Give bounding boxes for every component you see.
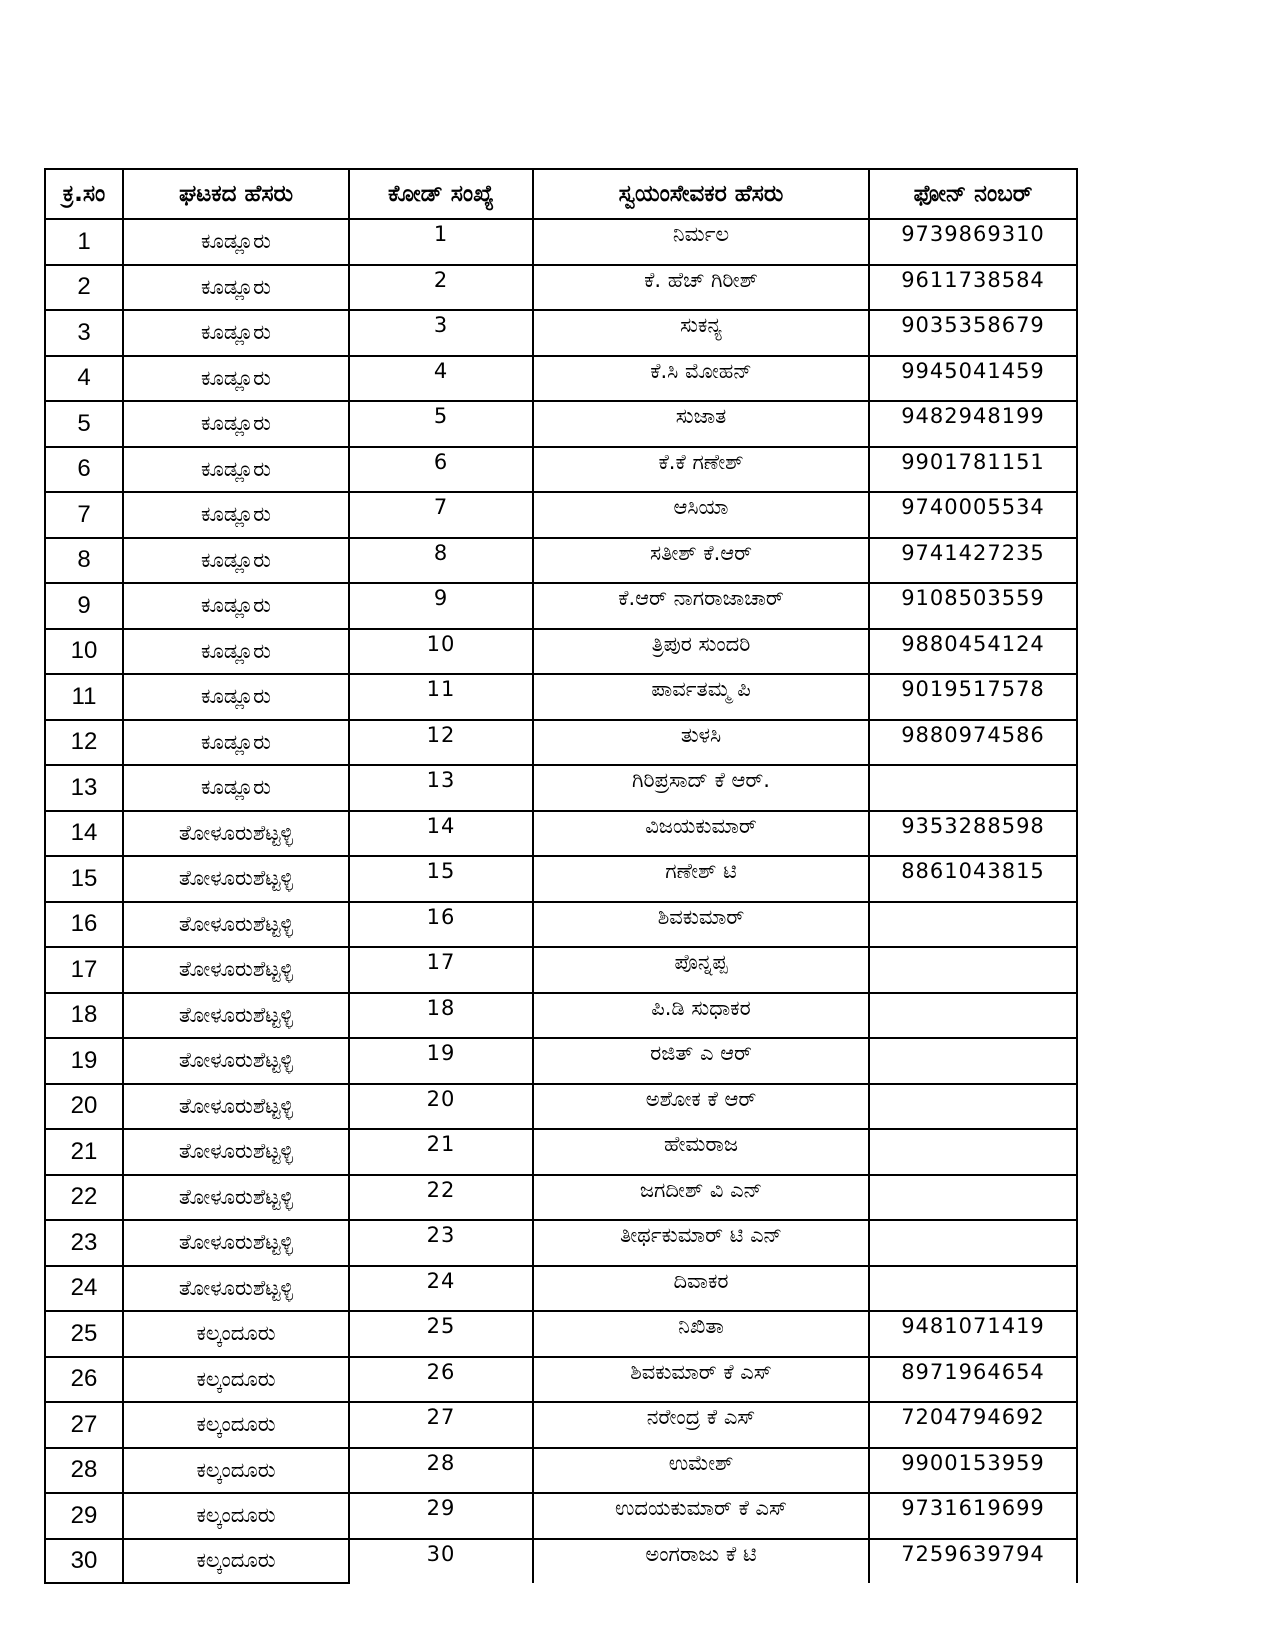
phone-number-cell: 8971964654 — [869, 1357, 1077, 1403]
phone-number-cell: 9901781151 — [869, 447, 1077, 493]
phone-number-cell: 9353288598 — [869, 811, 1077, 857]
table-row — [45, 401, 1077, 447]
serial-number-cell: 25 — [45, 1311, 123, 1357]
code-number-cell: 21 — [349, 1129, 533, 1175]
header-row — [45, 169, 1077, 219]
unit-name-cell: ತೋಳೂರುಶೆಟ್ಟಳ್ಳಿ — [123, 1084, 349, 1130]
unit-name-cell: ತೋಳೂರುಶೆಟ್ಟಳ್ಳಿ — [123, 947, 349, 993]
serial-number-cell: 19 — [45, 1038, 123, 1084]
unit-name-cell: ಕೂಡ್ಲೂರು — [123, 583, 349, 629]
phone-number-cell — [869, 1175, 1077, 1221]
phone-number-cell — [869, 1129, 1077, 1175]
volunteer-name-cell: ಜಗದೀಶ್ ವಿ ಎನ್ — [533, 1175, 869, 1221]
code-number-cell: 6 — [349, 447, 533, 493]
header-phone-number: ಫೋನ್ ನಂಬರ್ — [869, 169, 1077, 219]
unit-name-cell: ಕೂಡ್ಲೂರು — [123, 765, 349, 811]
volunteer-name-cell: ಕೆ. ಹೆಚ್ ಗಿರೀಶ್ — [533, 265, 869, 311]
volunteer-name-cell: ಪೊನ್ನಪ್ಪ — [533, 947, 869, 993]
phone-number-cell: 9035358679 — [869, 310, 1077, 356]
phone-number-cell: 8861043815 — [869, 856, 1077, 902]
code-number-cell: 12 — [349, 720, 533, 766]
code-number-cell: 13 — [349, 765, 533, 811]
table-row — [45, 1220, 1077, 1266]
volunteer-name-cell: ತೀರ್ಥಕುಮಾರ್ ಟಿ ಎನ್ — [533, 1220, 869, 1266]
unit-name-cell: ಕಲ್ಕಂದೂರು — [123, 1448, 349, 1494]
serial-number-cell: 8 — [45, 538, 123, 584]
code-number-cell: 1 — [349, 219, 533, 265]
unit-name-cell: ಕಲ್ಕಂದೂರು — [123, 1402, 349, 1448]
serial-number-cell: 12 — [45, 720, 123, 766]
serial-number-cell: 28 — [45, 1448, 123, 1494]
unit-name-cell: ತೋಳೂರುಶೆಟ್ಟಳ್ಳಿ — [123, 993, 349, 1039]
phone-number-cell: 9945041459 — [869, 356, 1077, 402]
phone-number-cell: 7204794692 — [869, 1402, 1077, 1448]
serial-number-cell: 22 — [45, 1175, 123, 1221]
code-number-cell: 30 — [349, 1539, 533, 1584]
phone-number-cell — [869, 947, 1077, 993]
serial-number-cell: 21 — [45, 1129, 123, 1175]
serial-number-cell: 16 — [45, 902, 123, 948]
serial-number-cell: 17 — [45, 947, 123, 993]
volunteer-name-cell: ಸುಕನ್ಯ — [533, 310, 869, 356]
code-number-cell: 14 — [349, 811, 533, 857]
table-row — [45, 947, 1077, 993]
serial-number-cell: 27 — [45, 1402, 123, 1448]
code-number-cell: 3 — [349, 310, 533, 356]
serial-number-cell: 10 — [45, 629, 123, 675]
volunteer-name-cell: ದಿವಾಕರ — [533, 1266, 869, 1312]
phone-number-cell — [869, 765, 1077, 811]
serial-number-cell: 9 — [45, 583, 123, 629]
code-number-cell: 4 — [349, 356, 533, 402]
table-row — [45, 1266, 1077, 1312]
unit-name-cell: ಕಲ್ಕಂದೂರು — [123, 1539, 349, 1584]
volunteer-name-cell: ಆಸಿಯಾ — [533, 492, 869, 538]
volunteer-table-container — [44, 168, 1076, 1584]
phone-number-cell: 9731619699 — [869, 1493, 1077, 1539]
phone-number-cell — [869, 1038, 1077, 1084]
unit-name-cell: ಕೂಡ್ಲೂರು — [123, 356, 349, 402]
serial-number-cell: 7 — [45, 492, 123, 538]
table-row — [45, 856, 1077, 902]
unit-name-cell: ಕಲ್ಕಂದೂರು — [123, 1493, 349, 1539]
phone-number-cell — [869, 1084, 1077, 1130]
volunteer-name-cell: ಗಿರಿಪ್ರಸಾದ್ ಕೆ ಆರ್. — [533, 765, 869, 811]
serial-number-cell: 26 — [45, 1357, 123, 1403]
unit-name-cell: ತೋಳೂರುಶೆಟ್ಟಳ್ಳಿ — [123, 1220, 349, 1266]
volunteer-name-cell: ನಿರ್ಮಲ — [533, 219, 869, 265]
table-row — [45, 1129, 1077, 1175]
unit-name-cell: ಕೂಡ್ಲೂರು — [123, 629, 349, 675]
unit-name-cell: ತೋಳೂರುಶೆಟ್ಟಳ್ಳಿ — [123, 1266, 349, 1312]
code-number-cell: 19 — [349, 1038, 533, 1084]
unit-name-cell: ತೋಳೂರುಶೆಟ್ಟಳ್ಳಿ — [123, 1129, 349, 1175]
phone-number-cell: 9900153959 — [869, 1448, 1077, 1494]
code-number-cell: 28 — [349, 1448, 533, 1494]
volunteer-name-cell: ಉಮೇಶ್ — [533, 1448, 869, 1494]
table-row — [45, 1038, 1077, 1084]
unit-name-cell: ಕೂಡ್ಲೂರು — [123, 447, 349, 493]
table-row — [45, 993, 1077, 1039]
header-volunteer-name: ಸ್ವಯಂಸೇವಕರ ಹೆಸರು — [533, 169, 869, 219]
serial-number-cell: 30 — [45, 1539, 123, 1584]
table-row — [45, 1357, 1077, 1403]
table-row — [45, 447, 1077, 493]
code-number-cell: 16 — [349, 902, 533, 948]
unit-name-cell: ಕೂಡ್ಲೂರು — [123, 538, 349, 584]
serial-number-cell: 29 — [45, 1493, 123, 1539]
table-row — [45, 1539, 1077, 1584]
table-row — [45, 1175, 1077, 1221]
unit-name-cell: ತೋಳೂರುಶೆಟ್ಟಳ್ಳಿ — [123, 856, 349, 902]
unit-name-cell: ತೋಳೂರುಶೆಟ್ಟಳ್ಳಿ — [123, 1175, 349, 1221]
code-number-cell: 18 — [349, 993, 533, 1039]
serial-number-cell: 20 — [45, 1084, 123, 1130]
code-number-cell: 25 — [349, 1311, 533, 1357]
volunteer-name-cell: ನರೇಂದ್ರ ಕೆ ಎಸ್ — [533, 1402, 869, 1448]
volunteer-name-cell: ಸತೀಶ್ ಕೆ.ಆರ್ — [533, 538, 869, 584]
unit-name-cell: ಕೂಡ್ಲೂರು — [123, 310, 349, 356]
phone-number-cell: 9108503559 — [869, 583, 1077, 629]
volunteer-name-cell: ಹೇಮರಾಜ — [533, 1129, 869, 1175]
phone-number-cell — [869, 902, 1077, 948]
volunteer-name-cell: ತ್ರಿಪುರ ಸುಂದರಿ — [533, 629, 869, 675]
volunteer-table — [44, 168, 1078, 1584]
table-row — [45, 1448, 1077, 1494]
table-row — [45, 674, 1077, 720]
volunteer-name-cell: ನಿಖಿತಾ — [533, 1311, 869, 1357]
volunteer-name-cell: ರಜಿತ್ ಎ ಆರ್ — [533, 1038, 869, 1084]
volunteer-name-cell: ಪಿ.ಡಿ ಸುಧಾಕರ — [533, 993, 869, 1039]
code-number-cell: 26 — [349, 1357, 533, 1403]
unit-name-cell: ಕೂಡ್ಲೂರು — [123, 265, 349, 311]
serial-number-cell: 4 — [45, 356, 123, 402]
table-row — [45, 219, 1077, 265]
serial-number-cell: 5 — [45, 401, 123, 447]
phone-number-cell — [869, 1266, 1077, 1312]
code-number-cell: 27 — [349, 1402, 533, 1448]
header-serial-number: ಕ್ರ.ಸಂ — [45, 169, 123, 219]
code-number-cell: 24 — [349, 1266, 533, 1312]
table-row — [45, 492, 1077, 538]
table-row — [45, 1311, 1077, 1357]
unit-name-cell: ತೋಳೂರುಶೆಟ್ಟಳ್ಳಿ — [123, 811, 349, 857]
unit-name-cell: ಕೂಡ್ಲೂರು — [123, 401, 349, 447]
unit-name-cell: ಕೂಡ್ಲೂರು — [123, 674, 349, 720]
table-row — [45, 265, 1077, 311]
table-row — [45, 538, 1077, 584]
unit-name-cell: ಕೂಡ್ಲೂರು — [123, 492, 349, 538]
volunteer-name-cell: ಕೆ.ಆರ್ ನಾಗರಾಜಾಚಾರ್ — [533, 583, 869, 629]
serial-number-cell: 23 — [45, 1220, 123, 1266]
code-number-cell: 20 — [349, 1084, 533, 1130]
volunteer-name-cell: ಶಿವಕುಮಾರ್ ಕೆ ಎಸ್ — [533, 1357, 869, 1403]
table-row — [45, 811, 1077, 857]
unit-name-cell: ತೋಳೂರುಶೆಟ್ಟಳ್ಳಿ — [123, 902, 349, 948]
volunteer-name-cell: ಗಣೇಶ್ ಟಿ — [533, 856, 869, 902]
table-body — [45, 219, 1077, 1583]
phone-number-cell: 9611738584 — [869, 265, 1077, 311]
table-row — [45, 356, 1077, 402]
phone-number-cell: 9741427235 — [869, 538, 1077, 584]
table-header — [45, 169, 1077, 219]
table-row — [45, 1084, 1077, 1130]
header-code-number: ಕೋಡ್ ಸಂಖ್ಯೆ — [349, 169, 533, 219]
code-number-cell: 10 — [349, 629, 533, 675]
phone-number-cell: 9880974586 — [869, 720, 1077, 766]
code-number-cell: 8 — [349, 538, 533, 584]
volunteer-name-cell: ವಿಜಯಕುಮಾರ್ — [533, 811, 869, 857]
code-number-cell: 5 — [349, 401, 533, 447]
code-number-cell: 15 — [349, 856, 533, 902]
unit-name-cell: ತೋಳೂರುಶೆಟ್ಟಳ್ಳಿ — [123, 1038, 349, 1084]
table-row — [45, 629, 1077, 675]
unit-name-cell: ಕಲ್ಕಂದೂರು — [123, 1357, 349, 1403]
volunteer-name-cell: ಸುಜಾತ — [533, 401, 869, 447]
volunteer-name-cell: ಅಶೋಕ ಕೆ ಆರ್ — [533, 1084, 869, 1130]
unit-name-cell: ಕಲ್ಕಂದೂರು — [123, 1311, 349, 1357]
code-number-cell: 11 — [349, 674, 533, 720]
table-row — [45, 1493, 1077, 1539]
table-row — [45, 583, 1077, 629]
code-number-cell: 7 — [349, 492, 533, 538]
code-number-cell: 29 — [349, 1493, 533, 1539]
serial-number-cell: 14 — [45, 811, 123, 857]
phone-number-cell — [869, 993, 1077, 1039]
serial-number-cell: 13 — [45, 765, 123, 811]
phone-number-cell: 9482948199 — [869, 401, 1077, 447]
table-row — [45, 1402, 1077, 1448]
header-unit-name: ಘಟಕದ ಹೆಸರು — [123, 169, 349, 219]
serial-number-cell: 18 — [45, 993, 123, 1039]
unit-name-cell: ಕೂಡ್ಲೂರು — [123, 720, 349, 766]
unit-name-cell: ಕೂಡ್ಲೂರು — [123, 219, 349, 265]
serial-number-cell: 15 — [45, 856, 123, 902]
phone-number-cell: 9481071419 — [869, 1311, 1077, 1357]
table-row — [45, 765, 1077, 811]
phone-number-cell: 9880454124 — [869, 629, 1077, 675]
code-number-cell: 22 — [349, 1175, 533, 1221]
phone-number-cell: 9019517578 — [869, 674, 1077, 720]
serial-number-cell: 3 — [45, 310, 123, 356]
phone-number-cell — [869, 1220, 1077, 1266]
code-number-cell: 23 — [349, 1220, 533, 1266]
volunteer-name-cell: ತುಳಸಿ — [533, 720, 869, 766]
volunteer-name-cell: ಕೆ.ಕೆ ಗಣೇಶ್ — [533, 447, 869, 493]
table-row — [45, 720, 1077, 766]
code-number-cell: 17 — [349, 947, 533, 993]
volunteer-name-cell: ಶಿವಕುಮಾರ್ — [533, 902, 869, 948]
table-row — [45, 310, 1077, 356]
table-row — [45, 902, 1077, 948]
volunteer-name-cell: ಪಾರ್ವತಮ್ಮ ಪಿ — [533, 674, 869, 720]
code-number-cell: 9 — [349, 583, 533, 629]
volunteer-name-cell: ಉದಯಕುಮಾರ್ ಕೆ ಎಸ್ — [533, 1493, 869, 1539]
phone-number-cell: 7259639794 — [869, 1539, 1077, 1584]
phone-number-cell: 9739869310 — [869, 219, 1077, 265]
serial-number-cell: 6 — [45, 447, 123, 493]
serial-number-cell: 1 — [45, 219, 123, 265]
volunteer-name-cell: ಅಂಗರಾಜು ಕೆ ಟಿ — [533, 1539, 869, 1584]
phone-number-cell: 9740005534 — [869, 492, 1077, 538]
volunteer-name-cell: ಕೆ.ಸಿ ಮೋಹನ್ — [533, 356, 869, 402]
serial-number-cell: 11 — [45, 674, 123, 720]
code-number-cell: 2 — [349, 265, 533, 311]
serial-number-cell: 24 — [45, 1266, 123, 1312]
serial-number-cell: 2 — [45, 265, 123, 311]
